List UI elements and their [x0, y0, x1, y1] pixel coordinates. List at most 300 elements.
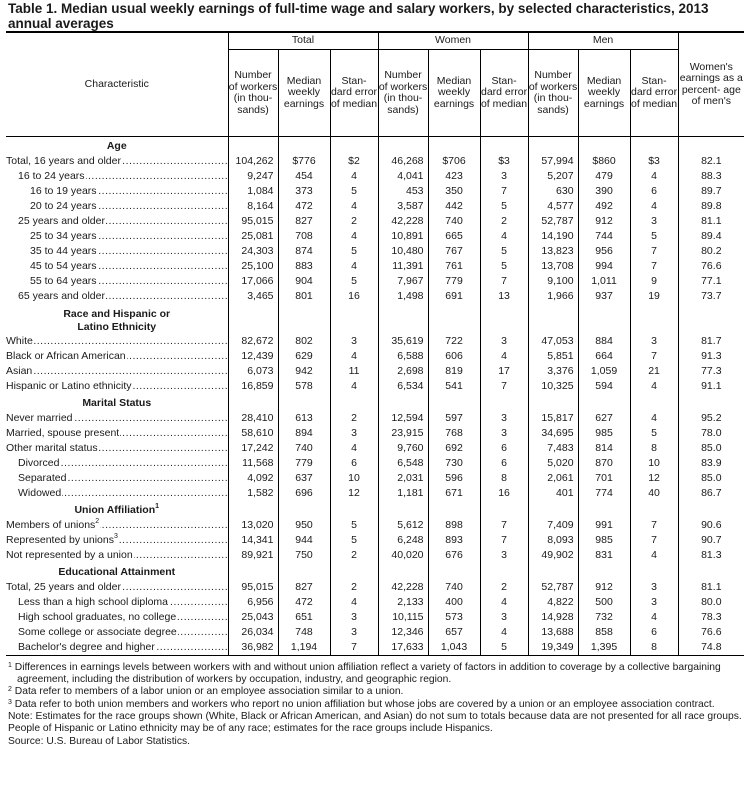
table-cell: 88.3	[678, 169, 744, 184]
table-cell: 2,698	[378, 364, 428, 379]
header-group-total: Total	[228, 32, 378, 50]
table-cell: 13,823	[528, 244, 578, 259]
row-label: Black or African American .....	[6, 349, 228, 364]
table-cell: 3	[330, 625, 378, 640]
table-cell: 472	[278, 199, 330, 214]
table-cell: 594	[578, 379, 630, 394]
table-cell: 4,822	[528, 595, 578, 610]
table-cell: 5,612	[378, 518, 428, 533]
table-cell: 7,967	[378, 274, 428, 289]
table-cell: 740	[428, 214, 480, 229]
table-cell: 578	[278, 379, 330, 394]
table-cell: 827	[278, 214, 330, 229]
table-cell: 5	[630, 229, 678, 244]
table-cell: 701	[578, 471, 630, 486]
table-cell: 722	[428, 334, 480, 349]
table-cell: 5	[330, 184, 378, 199]
table-cell: 744	[578, 229, 630, 244]
table-cell: 7	[630, 533, 678, 548]
footnote: $^2$ Data refer to members of a labor union or an employee association similar to a union.	[8, 686, 404, 698]
table-cell: 956	[578, 244, 630, 259]
header-group-men: Men	[528, 32, 678, 50]
table-cell: 82.1	[678, 154, 744, 169]
row-label: 16 to 24 years .....	[6, 169, 228, 184]
table-cell: 82,672	[228, 334, 278, 349]
table-cell: 541	[428, 379, 480, 394]
section-heading: Age	[106, 140, 127, 152]
row-label: Members of unions$^2$ .....	[6, 518, 228, 533]
table-cell: 24,303	[228, 244, 278, 259]
table-cell: 7,483	[528, 441, 578, 456]
footnote-ref: 3	[114, 533, 118, 540]
table-cell: 994	[578, 259, 630, 274]
table-cell: 76.6	[678, 259, 744, 274]
table-cell: 5	[480, 244, 528, 259]
table-cell: 81.1	[678, 214, 744, 229]
table-cell: 4	[630, 169, 678, 184]
table-cell: 767	[428, 244, 480, 259]
table-cell: 4	[330, 349, 378, 364]
table-cell: 3	[630, 334, 678, 349]
table-cell: 4	[480, 229, 528, 244]
table-cell: 12,594	[378, 411, 428, 426]
table-cell: 708	[278, 229, 330, 244]
table-cell: 774	[578, 486, 630, 501]
table-cell: 2,031	[378, 471, 428, 486]
table-cell: 5	[630, 426, 678, 441]
table-cell: 740	[278, 441, 330, 456]
table-cell: 2	[480, 214, 528, 229]
table-cell: 4	[630, 411, 678, 426]
table-cell: 3	[330, 426, 378, 441]
footnote: $^3$ Data refer to both union members and workers who report no union affiliation but whose jobs are covered by a union or an employee association contract.	[8, 698, 715, 710]
table-cell: 492	[578, 199, 630, 214]
row-label: Bachelor's degree and higher .....	[6, 640, 228, 656]
table-cell: 801	[278, 289, 330, 304]
table-cell: 3	[480, 610, 528, 625]
table-cell: 9	[630, 274, 678, 289]
section-row	[6, 501, 744, 518]
row-label: White .....	[6, 334, 228, 349]
table-cell: 40,020	[378, 548, 428, 563]
table-cell: 4	[330, 229, 378, 244]
table-cell: 10	[630, 456, 678, 471]
row-label: Hispanic or Latino ethnicity .....	[6, 379, 228, 394]
section-row	[6, 394, 744, 411]
table-cell: 83.9	[678, 456, 744, 471]
footnote-ref: 1	[155, 503, 160, 510]
table-cell: 630	[528, 184, 578, 199]
table-cell: 7	[480, 533, 528, 548]
row-label: Less than a high school diploma .....	[6, 595, 228, 610]
table-cell: 90.7	[678, 533, 744, 548]
table-cell: 11,391	[378, 259, 428, 274]
table-cell: 479	[578, 169, 630, 184]
table-cell: 606	[428, 349, 480, 364]
table-row	[6, 533, 744, 548]
table-cell: 10,325	[528, 379, 578, 394]
table-cell: 17,066	[228, 274, 278, 289]
table-cell: 91.3	[678, 349, 744, 364]
table-cell: 3	[330, 610, 378, 625]
table-cell: 42,228	[378, 580, 428, 595]
table-cell: 16	[330, 289, 378, 304]
table-row	[6, 379, 744, 394]
table-cell: 750	[278, 548, 330, 563]
table-cell: 1,966	[528, 289, 578, 304]
table-cell: 12	[330, 486, 378, 501]
table-cell: 3	[480, 334, 528, 349]
table-cell: 73.7	[678, 289, 744, 304]
row-label: 55 to 64 years .....	[6, 274, 228, 289]
table-cell: 7	[330, 640, 378, 656]
table-cell: 8	[630, 441, 678, 456]
table-cell: 2	[330, 580, 378, 595]
table-cell: 597	[428, 411, 480, 426]
header-total-number: Number of workers (in thou- sands)	[228, 50, 278, 137]
footnote-ref: 2	[95, 518, 100, 525]
table-cell: 2,133	[378, 595, 428, 610]
header-women-number: Number of workers (in thou- sands)	[378, 50, 428, 137]
table-cell: 779	[428, 274, 480, 289]
table-cell: 4	[330, 169, 378, 184]
table-cell: 350	[428, 184, 480, 199]
row-label: Not represented by a union .....	[6, 548, 228, 563]
table-cell: 81.1	[678, 580, 744, 595]
table-row	[6, 169, 744, 184]
table-cell: 373	[278, 184, 330, 199]
table-cell: 6,548	[378, 456, 428, 471]
table-cell: 761	[428, 259, 480, 274]
table-cell: 12,439	[228, 349, 278, 364]
header-group-women: Women	[378, 32, 528, 50]
table-cell: 16	[480, 486, 528, 501]
table-cell: 1,498	[378, 289, 428, 304]
table-row	[6, 214, 744, 229]
table-cell: 1,084	[228, 184, 278, 199]
table-cell: 664	[578, 349, 630, 364]
table-cell: $2	[330, 154, 378, 169]
table-cell: 985	[578, 533, 630, 548]
table-cell: 11,568	[228, 456, 278, 471]
table-row	[6, 595, 744, 610]
table-cell: 6	[480, 441, 528, 456]
table-cell: 500	[578, 595, 630, 610]
table-cell: 2,061	[528, 471, 578, 486]
table-cell: 10	[330, 471, 378, 486]
table-cell: 740	[428, 580, 480, 595]
table-cell: 40	[630, 486, 678, 501]
table-cell: 4,041	[378, 169, 428, 184]
row-label: 25 years and older .....	[6, 214, 228, 229]
table-cell: 13,688	[528, 625, 578, 640]
table-row	[6, 199, 744, 214]
row-label: High school graduates, no college .....	[6, 610, 228, 625]
table-cell: 13,020	[228, 518, 278, 533]
table-cell: 472	[278, 595, 330, 610]
table-row	[6, 229, 744, 244]
header-characteristic: Characteristic	[6, 32, 228, 137]
table-cell: 13	[480, 289, 528, 304]
table-cell: 1,194	[278, 640, 330, 656]
table-row	[6, 610, 744, 625]
table-cell: 57,994	[528, 154, 578, 169]
table-cell: 15,817	[528, 411, 578, 426]
table-cell: 10,891	[378, 229, 428, 244]
table-cell: 81.7	[678, 334, 744, 349]
row-label: Other marital status .....	[6, 441, 228, 456]
row-label: Divorced .....	[6, 456, 228, 471]
table-cell: 90.6	[678, 518, 744, 533]
table-cell: 8	[630, 640, 678, 656]
table-cell: $3	[630, 154, 678, 169]
table-cell: 671	[428, 486, 480, 501]
table-cell: 77.3	[678, 364, 744, 379]
table-cell: 81.3	[678, 548, 744, 563]
table-cell: 5	[480, 199, 528, 214]
table-cell: 7	[630, 518, 678, 533]
table-cell: 7	[480, 184, 528, 199]
table-cell: 4	[630, 379, 678, 394]
table-cell: 1,059	[578, 364, 630, 379]
table-cell: 1,181	[378, 486, 428, 501]
table-cell: 7	[630, 259, 678, 274]
table-cell: 21	[630, 364, 678, 379]
table-cell: 8	[480, 471, 528, 486]
table-cell: 1,043	[428, 640, 480, 656]
row-label: 35 to 44 years .....	[6, 244, 228, 259]
table-cell: 4	[630, 610, 678, 625]
table-cell: $706	[428, 154, 480, 169]
table-cell: 9,100	[528, 274, 578, 289]
table-row	[6, 580, 744, 595]
table-cell: 898	[428, 518, 480, 533]
table-cell: 4	[480, 349, 528, 364]
header-total-stderr: Stan- dard error of median	[330, 50, 378, 137]
table-cell: 4,577	[528, 199, 578, 214]
table-cell: 390	[578, 184, 630, 199]
table-row	[6, 184, 744, 199]
table-row	[6, 259, 744, 274]
table-cell: 25,100	[228, 259, 278, 274]
table-row	[6, 518, 744, 533]
table-cell: 912	[578, 214, 630, 229]
table-cell: 942	[278, 364, 330, 379]
table-cell: 17,633	[378, 640, 428, 656]
table-cell: $3	[480, 154, 528, 169]
table-cell: 6,588	[378, 349, 428, 364]
table-row	[6, 441, 744, 456]
table-row	[6, 364, 744, 379]
table-cell: 831	[578, 548, 630, 563]
table-cell: 86.7	[678, 486, 744, 501]
table-cell: 3	[480, 426, 528, 441]
header-men-median: Median weekly earnings	[578, 50, 630, 137]
table-cell: 884	[578, 334, 630, 349]
section-heading: Educational Attainment	[58, 566, 176, 578]
row-label: Total, 25 years and older .....	[6, 580, 228, 595]
table-cell: 748	[278, 625, 330, 640]
table-row	[6, 154, 744, 169]
table-cell: 985	[578, 426, 630, 441]
row-label: 20 to 24 years .....	[6, 199, 228, 214]
table-cell: 665	[428, 229, 480, 244]
table-cell: 4,092	[228, 471, 278, 486]
table-cell: 5	[330, 244, 378, 259]
table-row	[6, 640, 744, 656]
table-cell: 2	[480, 580, 528, 595]
table-cell: 34,695	[528, 426, 578, 441]
table-cell: 52,787	[528, 580, 578, 595]
table-cell: 77.1	[678, 274, 744, 289]
table-cell: 1,395	[578, 640, 630, 656]
table-cell: 104,262	[228, 154, 278, 169]
table-cell: 3	[630, 580, 678, 595]
table-cell: 814	[578, 441, 630, 456]
table-row	[6, 548, 744, 563]
row-label: 16 to 19 years .....	[6, 184, 228, 199]
table-cell: 7	[480, 379, 528, 394]
header-men-stderr: Stan- dard error of median	[630, 50, 678, 137]
table-cell: 9,760	[378, 441, 428, 456]
table-row	[6, 471, 744, 486]
row-label: 25 to 34 years .....	[6, 229, 228, 244]
table-cell: 95.2	[678, 411, 744, 426]
table-cell: 46,268	[378, 154, 428, 169]
section-heading: Marital Status	[82, 397, 152, 409]
row-label: Widowed .....	[6, 486, 228, 501]
table-cell: 5	[330, 518, 378, 533]
table-cell: 4	[330, 595, 378, 610]
header-men-number: Number of workers (in thou- sands)	[528, 50, 578, 137]
table-row	[6, 274, 744, 289]
table-cell: 401	[528, 486, 578, 501]
table-cell: 6	[630, 184, 678, 199]
table-cell: 827	[278, 580, 330, 595]
table-cell: 4	[330, 259, 378, 274]
table-cell: 6	[630, 625, 678, 640]
table-cell: 42,228	[378, 214, 428, 229]
table-cell: 12,346	[378, 625, 428, 640]
row-label: Separated .....	[6, 471, 228, 486]
table-cell: 802	[278, 334, 330, 349]
table-cell: 5,207	[528, 169, 578, 184]
header-women-median: Median weekly earnings	[428, 50, 480, 137]
table-cell: 904	[278, 274, 330, 289]
table-row	[6, 289, 744, 304]
table-cell: 3	[480, 411, 528, 426]
table-cell: 5,020	[528, 456, 578, 471]
table-cell: 454	[278, 169, 330, 184]
table-cell: 3,376	[528, 364, 578, 379]
table-cell: 4	[330, 379, 378, 394]
table-cell: 76.6	[678, 625, 744, 640]
table-cell: 5	[480, 259, 528, 274]
table-cell: 5	[330, 533, 378, 548]
table-cell: 8,093	[528, 533, 578, 548]
table-cell: 2	[330, 548, 378, 563]
table-cell: 36,982	[228, 640, 278, 656]
table-cell: 6,073	[228, 364, 278, 379]
header-ratio: Women's earnings as a percent- age of men's	[678, 32, 744, 137]
table-cell: 14,190	[528, 229, 578, 244]
table-cell: 9,247	[228, 169, 278, 184]
table-cell: 768	[428, 426, 480, 441]
table-cell: 91.1	[678, 379, 744, 394]
table-cell: 7	[630, 244, 678, 259]
table-cell: 25,081	[228, 229, 278, 244]
table-cell: 11	[330, 364, 378, 379]
table-cell: 85.0	[678, 441, 744, 456]
table-cell: 28,410	[228, 411, 278, 426]
table-cell: 4	[480, 595, 528, 610]
table-cell: 944	[278, 533, 330, 548]
row-label: 45 to 54 years .....	[6, 259, 228, 274]
table-cell: 629	[278, 349, 330, 364]
table-cell: 7	[480, 274, 528, 289]
table-cell: 23,915	[378, 426, 428, 441]
table-cell: 49,902	[528, 548, 578, 563]
section-row	[6, 304, 744, 334]
table-cell: 74.8	[678, 640, 744, 656]
table-row	[6, 349, 744, 364]
table-row	[6, 625, 744, 640]
table-cell: 26,034	[228, 625, 278, 640]
row-label: Represented by unions$^3$ .....	[6, 533, 228, 548]
table-cell: 78.3	[678, 610, 744, 625]
table-row	[6, 426, 744, 441]
table-cell: 4	[630, 199, 678, 214]
table-cell: 52,787	[528, 214, 578, 229]
table-cell: 870	[578, 456, 630, 471]
row-label: Total, 16 years and older .....	[6, 154, 228, 169]
table-cell: 819	[428, 364, 480, 379]
table-cell: $776	[278, 154, 330, 169]
table-cell: 651	[278, 610, 330, 625]
table-cell: 89.7	[678, 184, 744, 199]
table-cell: $860	[578, 154, 630, 169]
table-cell: 2	[330, 214, 378, 229]
table-cell: 10,115	[378, 610, 428, 625]
table-cell: 89.4	[678, 229, 744, 244]
section-heading: Union Affiliation$^1$	[74, 503, 160, 516]
table-cell: 5	[330, 274, 378, 289]
table-cell: 730	[428, 456, 480, 471]
table-cell: 89.8	[678, 199, 744, 214]
section-heading: Race and Hispanic or Latino Ethnicity	[63, 308, 171, 333]
table-cell: 95,015	[228, 214, 278, 229]
earnings-table	[6, 31, 744, 656]
table-cell: 894	[278, 426, 330, 441]
table-cell: 779	[278, 456, 330, 471]
table-cell: 6,534	[378, 379, 428, 394]
table-cell: 2	[330, 411, 378, 426]
table-cell: 80.0	[678, 595, 744, 610]
table-cell: 657	[428, 625, 480, 640]
note: Note: Estimates for the race groups shown (White, Black or African American, and Asian) do not sum to totals because data are not presented for all race groups. People of Hispanic or Latino ethnicity may be of any race; estimates for the race groups include Hispanics.	[8, 711, 742, 734]
table-header	[6, 32, 744, 137]
table-cell: 4	[480, 625, 528, 640]
table-cell: 573	[428, 610, 480, 625]
table-cell: 596	[428, 471, 480, 486]
source: Source: U.S. Bureau of Labor Statistics.	[8, 735, 191, 747]
table-cell: 732	[578, 610, 630, 625]
table-cell: 1,582	[228, 486, 278, 501]
row-label: Married, spouse present .....	[6, 426, 228, 441]
table-cell: 95,015	[228, 580, 278, 595]
table-cell: 89,921	[228, 548, 278, 563]
table-cell: 423	[428, 169, 480, 184]
